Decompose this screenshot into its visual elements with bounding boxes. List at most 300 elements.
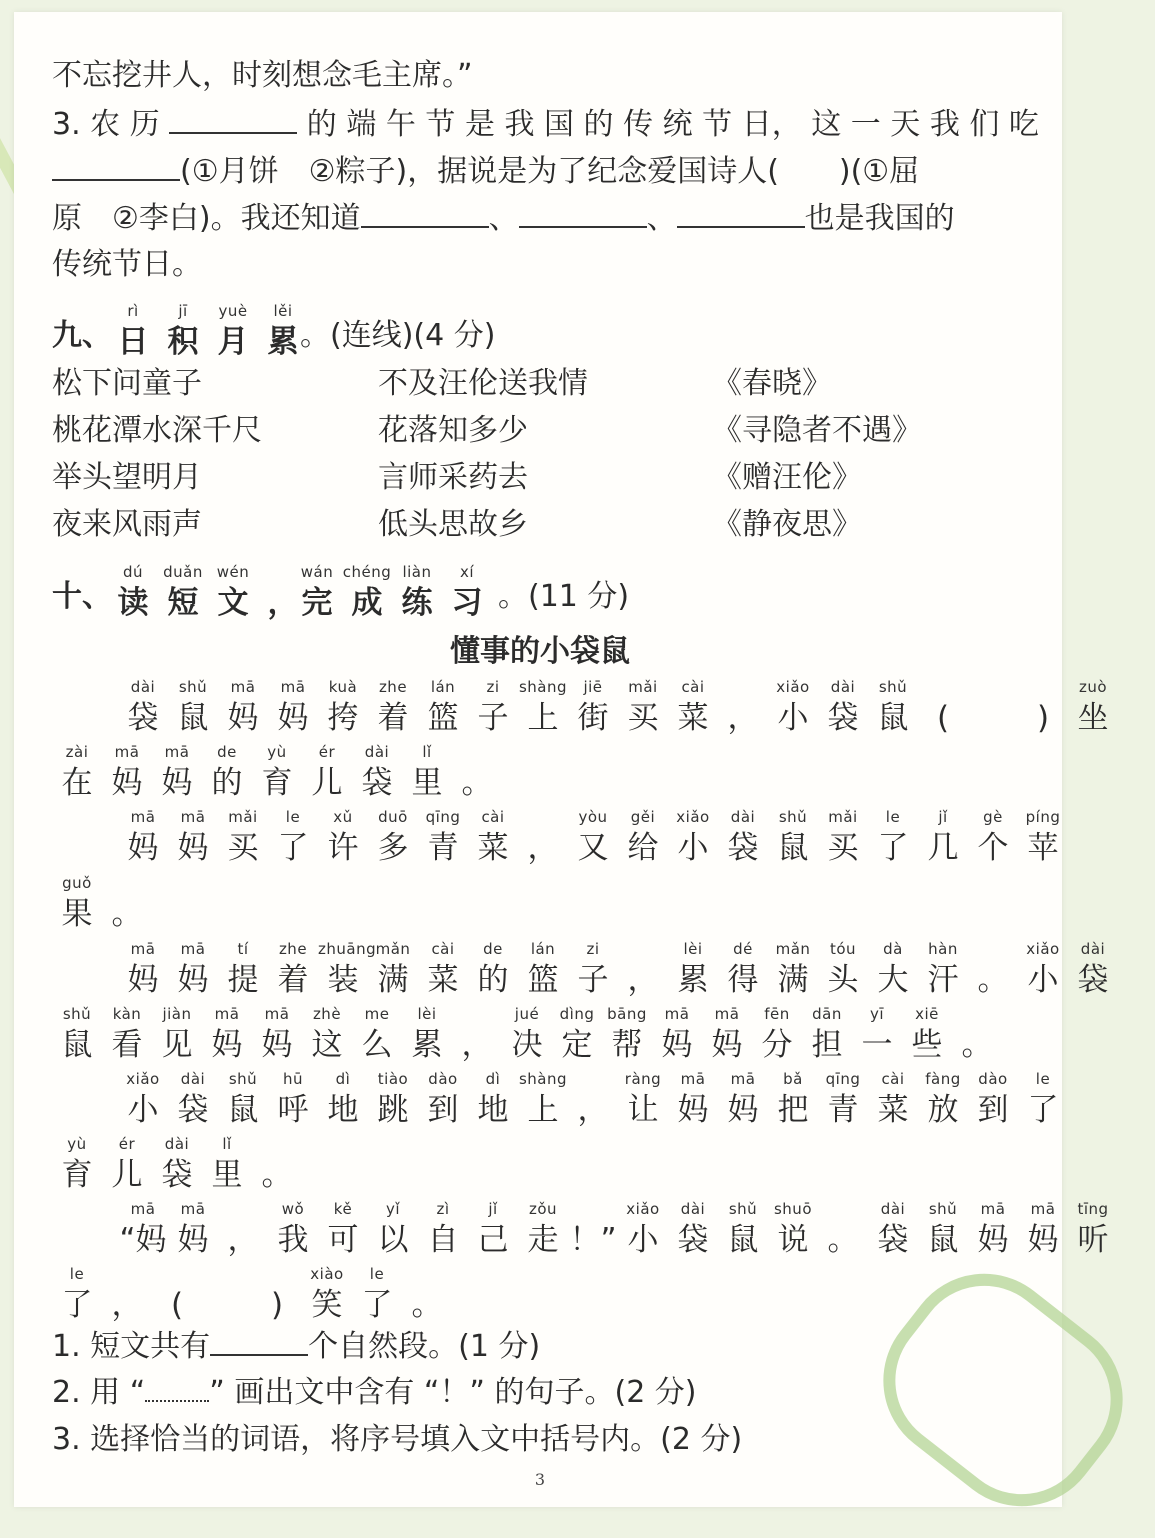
pinyin-char: [568, 1068, 618, 1130]
pinyin: mā: [180, 1200, 206, 1218]
pinyin: píng: [1025, 808, 1061, 826]
hanzi: 决: [511, 1027, 543, 1063]
pinyin: shǔ: [878, 678, 908, 696]
pinyin: [568, 1198, 618, 1220]
pinyin: jī: [178, 302, 188, 320]
pinyin-char: [318, 676, 368, 738]
pinyin-char: [442, 561, 492, 623]
pinyin-char: [768, 1198, 818, 1260]
pinyin: hàn: [928, 940, 958, 958]
hanzi: 袋: [361, 765, 393, 801]
hanzi: 自: [427, 1222, 459, 1258]
text: ” 画出文中含有 “！” 的句子。(2 分): [209, 1375, 697, 1410]
pinyin: shǔ: [62, 1005, 92, 1023]
hanzi: 小: [1027, 962, 1059, 998]
fill-blank[interactable]: [169, 104, 297, 134]
pinyin-char: [618, 1198, 668, 1260]
pinyin: yī: [869, 1005, 885, 1023]
answer-bracket[interactable]: [968, 676, 1018, 698]
hanzi: 装: [327, 962, 359, 998]
pinyin-char: [1018, 938, 1068, 1000]
pinyin-char: [268, 676, 318, 738]
hanzi: 菜: [427, 962, 459, 998]
hanzi: 了: [277, 830, 309, 866]
pinyin-char: [668, 1068, 718, 1130]
pinyin: duǎn: [163, 563, 203, 581]
pinyin: ràng: [624, 1070, 662, 1088]
hanzi: 。: [261, 1157, 293, 1193]
hanzi: 到: [427, 1092, 459, 1128]
answer-bracket[interactable]: [1018, 676, 1068, 738]
poem-title[interactable]: 《春晓》: [712, 366, 832, 401]
pinyin-char: [252, 741, 302, 803]
pinyin-char: [502, 1003, 552, 1065]
pinyin: lèi: [417, 1005, 437, 1023]
pinyin: le: [1035, 1070, 1051, 1088]
question-3-line1: [52, 104, 1039, 145]
pinyin-char: [252, 1133, 302, 1195]
pinyin: zǒu: [528, 1200, 558, 1218]
pinyin-char: [918, 1198, 968, 1260]
pinyin: kuà: [328, 678, 358, 696]
pinyin: guǒ: [62, 874, 92, 892]
pinyin: [252, 1133, 302, 1155]
pinyin-char: [802, 1003, 852, 1065]
hanzi: ！”: [569, 1222, 617, 1258]
hanzi: 妈: [727, 1092, 759, 1128]
hanzi: 子: [577, 962, 609, 998]
hanzi: 呼: [277, 1092, 309, 1128]
pinyin-char: [268, 1068, 318, 1130]
pinyin-char: [218, 1068, 268, 1130]
hanzi: 地: [477, 1092, 509, 1128]
pinyin-char: [52, 872, 102, 934]
pinyin-char: [618, 938, 668, 1000]
pinyin: bǎ: [783, 1070, 803, 1088]
pinyin: le: [285, 808, 301, 826]
pinyin: dān: [812, 1005, 842, 1023]
pinyin: wén: [216, 563, 250, 581]
pinyin-char: [152, 741, 202, 803]
pinyin: [518, 806, 568, 828]
hanzi: 。: [111, 896, 143, 932]
hanzi: 鼠: [61, 1027, 93, 1063]
pinyin-char: [918, 806, 968, 868]
pinyin: mā: [164, 743, 190, 761]
hanzi: 练: [401, 585, 433, 621]
pinyin: mā: [730, 1070, 756, 1088]
poem-line[interactable]: 不及汪伦送我情: [378, 366, 588, 401]
pinyin-char: [392, 561, 442, 623]
pinyin-char: [168, 1198, 218, 1260]
pinyin-char: [218, 1198, 268, 1260]
pinyin-char: [402, 1263, 452, 1325]
hanzi: ，: [577, 1092, 609, 1128]
hanzi: 袋: [727, 830, 759, 866]
pinyin-char: [202, 1003, 252, 1065]
hanzi: 菜: [877, 1092, 909, 1128]
pinyin-char: [852, 1003, 902, 1065]
pinyin: fēn: [764, 1005, 790, 1023]
hanzi: 些: [911, 1027, 943, 1063]
pinyin-char: [402, 1003, 452, 1065]
hanzi: ，: [267, 585, 299, 621]
pinyin: dài: [830, 678, 856, 696]
hanzi: 大: [877, 962, 909, 998]
hanzi: 得: [727, 962, 759, 998]
pinyin: [918, 676, 968, 698]
pinyin: shǔ: [178, 678, 208, 696]
pinyin-char: [818, 806, 868, 868]
hanzi: 累: [677, 962, 709, 998]
hanzi: 苹: [1027, 830, 1059, 866]
poem-title[interactable]: 《静夜思》: [712, 507, 862, 542]
hanzi: 几: [927, 830, 959, 866]
hanzi: 这: [311, 1027, 343, 1063]
pinyin: yù: [67, 1135, 87, 1153]
hanzi: 日: [117, 324, 149, 360]
pinyin: tiào: [377, 1070, 409, 1088]
poem-line[interactable]: 举头望明月: [52, 460, 202, 495]
wavy-underline-symbol: [145, 1378, 209, 1402]
pinyin-char: [618, 806, 668, 868]
hanzi: 小: [127, 1092, 159, 1128]
fill-blank[interactable]: [52, 151, 180, 181]
hanzi: 积: [167, 324, 199, 360]
hanzi: 妈: [177, 1222, 209, 1258]
pinyin: mǎi: [828, 808, 858, 826]
pinyin: kàn: [112, 1005, 142, 1023]
pinyin-char: [452, 1003, 502, 1065]
pinyin-char: [52, 1263, 102, 1325]
fill-blank[interactable]: [519, 198, 647, 228]
poem-title[interactable]: 《赠汪伦》: [712, 460, 862, 495]
pinyin-char: [52, 1133, 102, 1195]
hanzi: 。: [961, 1027, 993, 1063]
question-3-line3: [52, 198, 955, 239]
hanzi: 妈: [1027, 1222, 1059, 1258]
hanzi: 袋: [177, 1092, 209, 1128]
section-10-suffix: 。(11 分): [498, 579, 630, 614]
text-line: 不忘挖井人，时刻想念毛主席。”: [52, 58, 473, 93]
pinyin-char: [1068, 676, 1118, 738]
fill-blank[interactable]: [210, 1326, 308, 1356]
hanzi: 文: [217, 585, 249, 621]
hanzi: 篮: [527, 962, 559, 998]
pinyin-char: [668, 806, 718, 868]
hanzi: 分: [761, 1027, 793, 1063]
pinyin-char: [102, 1263, 152, 1325]
pinyin: jiē: [583, 678, 603, 696]
pinyin: zuò: [1078, 678, 1108, 696]
pinyin-char: [168, 938, 218, 1000]
pinyin: mā: [980, 1200, 1006, 1218]
hanzi: 儿: [311, 765, 343, 801]
pinyin-char: [968, 806, 1018, 868]
pinyin: cài: [431, 940, 455, 958]
pinyin-char: [818, 1198, 868, 1260]
pinyin: tí: [237, 940, 249, 958]
pinyin: xí: [459, 563, 475, 581]
hanzi: 妈: [111, 765, 143, 801]
pinyin: de: [483, 940, 503, 958]
hanzi: 袋: [127, 700, 159, 736]
pinyin: xiǎo: [776, 678, 810, 696]
hanzi: 鼠: [727, 1222, 759, 1258]
answer-bracket[interactable]: [152, 1263, 202, 1325]
answer-bracket[interactable]: [252, 1263, 302, 1325]
pinyin: [402, 1263, 452, 1285]
pinyin: [202, 1263, 252, 1285]
hanzi: 挎: [327, 700, 359, 736]
pinyin: xiē: [915, 1005, 939, 1023]
pinyin-char: [118, 806, 168, 868]
pinyin-char: [252, 1003, 302, 1065]
hanzi: (: [936, 700, 950, 736]
pinyin: kě: [333, 1200, 353, 1218]
pinyin: le: [369, 1265, 385, 1283]
text: 也是我国的: [804, 201, 955, 236]
pinyin: xiǎo: [676, 808, 710, 826]
pinyin-char: [718, 938, 768, 1000]
hanzi: 篮: [427, 700, 459, 736]
pinyin-char: [518, 676, 568, 738]
pinyin: dài: [880, 1200, 906, 1218]
pinyin-char: [468, 1198, 518, 1260]
pinyin: wǒ: [281, 1200, 305, 1218]
hanzi: 妈: [677, 1092, 709, 1128]
hanzi: 鼠: [877, 700, 909, 736]
text: 、: [488, 201, 519, 236]
pinyin: dú: [122, 563, 144, 581]
pinyin: dào: [428, 1070, 458, 1088]
pinyin-char: [1018, 1198, 1068, 1260]
pinyin-char: [158, 561, 208, 623]
hanzi: 买: [827, 830, 859, 866]
pinyin-char: [368, 676, 418, 738]
hanzi: 见: [161, 1027, 193, 1063]
pinyin: [718, 676, 768, 698]
hanzi: 果: [61, 896, 93, 932]
pinyin-char: [768, 806, 818, 868]
pinyin-char: [118, 676, 168, 738]
hanzi: 妈: [277, 700, 309, 736]
hanzi: 买: [227, 830, 259, 866]
pinyin-char: [368, 1068, 418, 1130]
pinyin-char: [202, 741, 252, 803]
pinyin-char: [102, 1133, 152, 1195]
pinyin-char: [402, 741, 452, 803]
pinyin-char: [318, 1068, 368, 1130]
hanzi: 。: [411, 1287, 443, 1323]
pinyin-char: [468, 1068, 518, 1130]
pinyin: yù: [267, 743, 287, 761]
pinyin-char: [352, 741, 402, 803]
pinyin-char: [868, 1198, 918, 1260]
poem-line[interactable]: 花落知多少: [378, 413, 528, 448]
pinyin: lǐ: [222, 1135, 232, 1153]
pinyin-char: [168, 1068, 218, 1130]
pinyin: zhuāng: [318, 940, 377, 958]
pinyin: le: [885, 808, 901, 826]
hanzi: 上: [527, 700, 559, 736]
answer-bracket[interactable]: [918, 676, 968, 738]
pinyin: lán: [430, 678, 456, 696]
pinyin-char: [868, 938, 918, 1000]
hanzi: 袋: [827, 700, 859, 736]
hanzi: 买: [627, 700, 659, 736]
hanzi: ，: [627, 962, 659, 998]
pinyin-char: [668, 1198, 718, 1260]
hanzi: 读: [117, 585, 149, 621]
pinyin: dài: [164, 1135, 190, 1153]
question-3: 3. 选择恰当的词语，将序号填入文中括号内。(2 分): [52, 1422, 743, 1457]
pinyin: mā: [180, 808, 206, 826]
hanzi: 妈: [261, 1027, 293, 1063]
hanzi: 多: [377, 830, 409, 866]
pinyin-char: [218, 938, 268, 1000]
pinyin: dài: [680, 1200, 706, 1218]
pinyin-char: [618, 676, 668, 738]
pinyin: zài: [65, 743, 89, 761]
pinyin-char: [118, 938, 168, 1000]
pinyin: [102, 872, 152, 894]
hanzi: 让: [627, 1092, 659, 1128]
hanzi: 说: [777, 1222, 809, 1258]
pinyin: mā: [130, 1200, 156, 1218]
pinyin: shǔ: [228, 1070, 258, 1088]
pinyin: mā: [664, 1005, 690, 1023]
question-1: [52, 1326, 540, 1367]
fill-blank[interactable]: [361, 198, 489, 228]
pinyin-char: [352, 1003, 402, 1065]
pinyin: mā: [130, 940, 156, 958]
hanzi: ，: [527, 830, 559, 866]
pinyin: mā: [214, 1005, 240, 1023]
pinyin: cài: [481, 808, 505, 826]
hanzi: 。: [827, 1222, 859, 1258]
pinyin: dìng: [559, 1005, 595, 1023]
hanzi: 里: [211, 1157, 243, 1193]
pinyin: jiàn: [162, 1005, 192, 1023]
hanzi: ，: [227, 1222, 259, 1258]
pinyin-char: [418, 806, 468, 868]
pinyin: [968, 938, 1018, 960]
poem-line[interactable]: 言师采药去: [378, 460, 528, 495]
fill-blank[interactable]: [677, 198, 805, 228]
poem-line[interactable]: 松下问童子: [52, 366, 202, 401]
pinyin: zi: [586, 940, 600, 958]
hanzi: 育: [261, 765, 293, 801]
pinyin-char: [968, 938, 1018, 1000]
hanzi: 袋: [1077, 962, 1109, 998]
hanzi: 汗: [927, 962, 959, 998]
pinyin: zhe: [278, 940, 308, 958]
pinyin: [452, 1003, 502, 1025]
hanzi: 妈: [177, 962, 209, 998]
pinyin: liàn: [402, 563, 432, 581]
pinyin: me: [364, 1005, 390, 1023]
hanzi: 笑: [311, 1287, 343, 1323]
hanzi: 听: [1077, 1222, 1109, 1258]
pinyin: mā: [264, 1005, 290, 1023]
hanzi: 妈: [177, 830, 209, 866]
pinyin: wán: [300, 563, 334, 581]
pinyin: mǎn: [775, 940, 811, 958]
hanzi: 里: [411, 765, 443, 801]
pinyin-char: [418, 938, 468, 1000]
pinyin-char: [518, 938, 568, 1000]
pinyin: le: [69, 1265, 85, 1283]
question-2: [52, 1373, 697, 1413]
hanzi: 把: [777, 1092, 809, 1128]
hanzi: ，: [111, 1287, 143, 1323]
pinyin: shuō: [773, 1200, 812, 1218]
pinyin-char: [318, 938, 377, 1000]
pinyin-char: [352, 1263, 402, 1325]
hanzi: 鼠: [777, 830, 809, 866]
pinyin: dài: [130, 678, 156, 696]
pinyin-char: [718, 1068, 768, 1130]
hanzi: 了: [61, 1287, 93, 1323]
hanzi: 妈: [161, 765, 193, 801]
pinyin: tóu: [829, 940, 857, 958]
poem-column-3: [712, 364, 922, 545]
pinyin: [1018, 676, 1068, 698]
hanzi: 的: [211, 765, 243, 801]
pinyin-char: [702, 1003, 752, 1065]
poem-line[interactable]: 夜来风雨声: [52, 507, 202, 542]
pinyin: jǐ: [938, 808, 948, 826]
answer-bracket[interactable]: [202, 1263, 252, 1285]
hanzi: 鼠: [177, 700, 209, 736]
pinyin: [102, 1263, 152, 1285]
hanzi: 妈: [661, 1027, 693, 1063]
pinyin: de: [217, 743, 237, 761]
pinyin: dào: [978, 1070, 1008, 1088]
pinyin: duō: [378, 808, 408, 826]
pinyin-char: [868, 1068, 918, 1130]
pinyin: gè: [983, 808, 1003, 826]
pinyin-char: [718, 806, 768, 868]
hanzi: 跳: [377, 1092, 409, 1128]
pinyin: [218, 1198, 268, 1220]
pinyin: shàng: [518, 1070, 568, 1088]
pinyin-char: [968, 1068, 1018, 1130]
poem-column-2: [378, 364, 588, 545]
hanzi: 放: [927, 1092, 959, 1128]
pinyin-char: [168, 806, 218, 868]
pinyin-char: [118, 1198, 168, 1260]
pinyin-char: [768, 938, 818, 1000]
page-number: 3: [534, 1470, 546, 1489]
pinyin-char: [218, 676, 268, 738]
poem-line[interactable]: 桃花潭水深千尺: [52, 413, 262, 448]
hanzi: 青: [827, 1092, 859, 1128]
hanzi: 青: [427, 830, 459, 866]
hanzi: 己: [477, 1222, 509, 1258]
pinyin-char: [318, 806, 368, 868]
pinyin: mā: [230, 678, 256, 696]
hanzi: 短: [167, 585, 199, 621]
pinyin-char: [292, 561, 342, 623]
pinyin-char: [468, 676, 518, 738]
hanzi: 在: [61, 765, 93, 801]
pinyin: mā: [680, 1070, 706, 1088]
poem-line[interactable]: 低头思故乡: [378, 507, 528, 542]
pinyin: xiǎo: [626, 1200, 660, 1218]
poem-title[interactable]: 《寻隐者不遇》: [712, 413, 922, 448]
